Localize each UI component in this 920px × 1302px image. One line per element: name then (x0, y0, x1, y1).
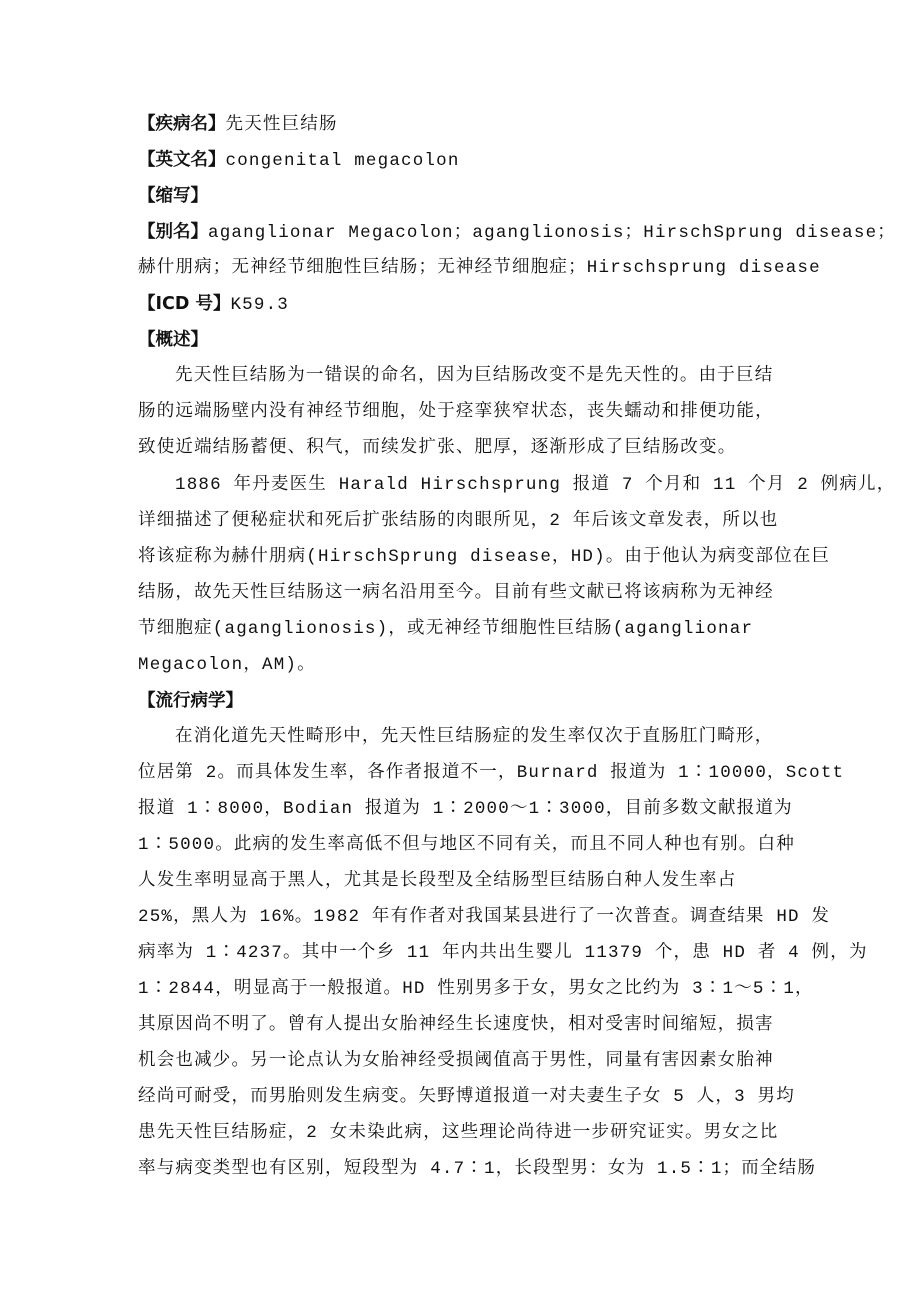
paragraph-line: 在消化道先天性畸形中，先天性巨结肠症的发生率仅次于直肠肛门畸形， (175, 727, 774, 747)
paragraph-line: 人发生率明显高于黑人，尤其是长段型及全结肠型巨结肠白种人发生率占 (138, 871, 737, 891)
paragraph-line: 患先天性巨结肠症，2 女未染此病，这些理论尚待进一步研究证实。男女之比 (138, 1123, 779, 1143)
field-label: 【英文名】 (138, 150, 226, 170)
field-value: congenital megacolon (225, 151, 460, 171)
paragraph-line: 1886 年丹麦医生 Harald Hirschsprung 报道 7 个月和 11 个月 2 例病儿， (175, 475, 896, 495)
field-aliases (138, 220, 896, 245)
field-abbreviation (138, 184, 208, 209)
paragraph-line: 其原因尚不明了。曾有人提出女胎神经生长速度快，相对受害时间缩短，损害 (138, 1015, 774, 1035)
paragraph-line: 经尚可耐受，而男胎则发生病变。矢野博道报道一对夫妻生子女 5 人，3 男均 (138, 1087, 795, 1107)
paragraph-line: 致使近端结肠蓄便、积气，而续发扩张、肥厚，逐渐形成了巨结肠改变。 (138, 438, 737, 458)
paragraph-line: 先天性巨结肠为一错误的命名，因为巨结肠改变不是先天性的。由于巨结 (175, 366, 774, 386)
field-icd (138, 292, 289, 317)
paragraph-line: 肠的远端肠壁内没有神经节细胞，处于痉挛狭窄状态，丧失蠕动和排便功能， (138, 402, 774, 422)
paragraph-line: 率与病变类型也有区别，短段型为 4.7∶1，长段型男：女为 1.5∶1；而全结肠 (138, 1159, 817, 1179)
paragraph-line: 病率为 1∶4237。其中一个乡 11 年内共出生婴儿 11379 个，患 HD 者 4 例，为 (138, 943, 868, 963)
paragraph-line: 将该症称为赫什朋病(HirschSprung disease，HD)。由于他认为病变部位在巨 (138, 547, 831, 567)
paragraph-line: 报道 1∶8000，Bodian 报道为 1∶2000～1∶3000，目前多数文献报道为 (138, 799, 793, 819)
paragraph-line: 结肠，故先天性巨结肠这一病名沿用至今。目前有些文献已将该病称为无神经 (138, 583, 774, 603)
field-english-name (138, 148, 460, 173)
paragraph-line: 节细胞症(aganglionosis)，或无神经节细胞性巨结肠(aganglionar (138, 619, 754, 639)
paragraph-line: 机会也减少。另一论点认为女胎神经受损阈值高于男性，同量有害因素女胎神 (138, 1051, 774, 1071)
field-label: 【ICD 号】 (138, 294, 231, 314)
field-aliases-cont: 赫什朋病；无神经节细胞性巨结肠；无神经节细胞症；Hirschsprung disease (138, 258, 821, 278)
paragraph-line: 1∶2844，明显高于一般报道。HD 性别男多于女，男女之比约为 3∶1～5∶1， (138, 979, 814, 999)
field-label: 【疾病名】 (138, 114, 226, 134)
section-heading-epidemiology: 【流行病学】 (138, 691, 243, 711)
field-disease-name (138, 112, 338, 137)
field-value: 先天性巨结肠 (225, 115, 338, 135)
section-heading-overview: 【概述】 (138, 330, 208, 350)
paragraph-line: 位居第 2。而具体发生率，各作者报道不一，Burnard 报道为 1∶10000，Scott (138, 763, 845, 783)
paragraph-line: 1∶5000。此病的发生率高低不但与地区不同有关，而且不同人种也有别。白种 (138, 835, 795, 855)
paragraph-line: 详细描述了便秘症状和死后扩张结肠的肉眼所见，2 年后该文章发表，所以也 (138, 511, 779, 531)
field-value: aganglionar Megacolon；aganglionosis；HirschSprung disease； (208, 223, 896, 243)
field-label: 【缩写】 (138, 186, 208, 206)
paragraph-line: 25%，黑人为 16%。1982 年有作者对我国某县进行了一次普查。调查结果 HD 发 (138, 907, 831, 927)
field-value: K59.3 (230, 295, 289, 315)
paragraph-line: Megacolon，AM)。 (138, 655, 316, 675)
field-label: 【别名】 (138, 222, 208, 242)
